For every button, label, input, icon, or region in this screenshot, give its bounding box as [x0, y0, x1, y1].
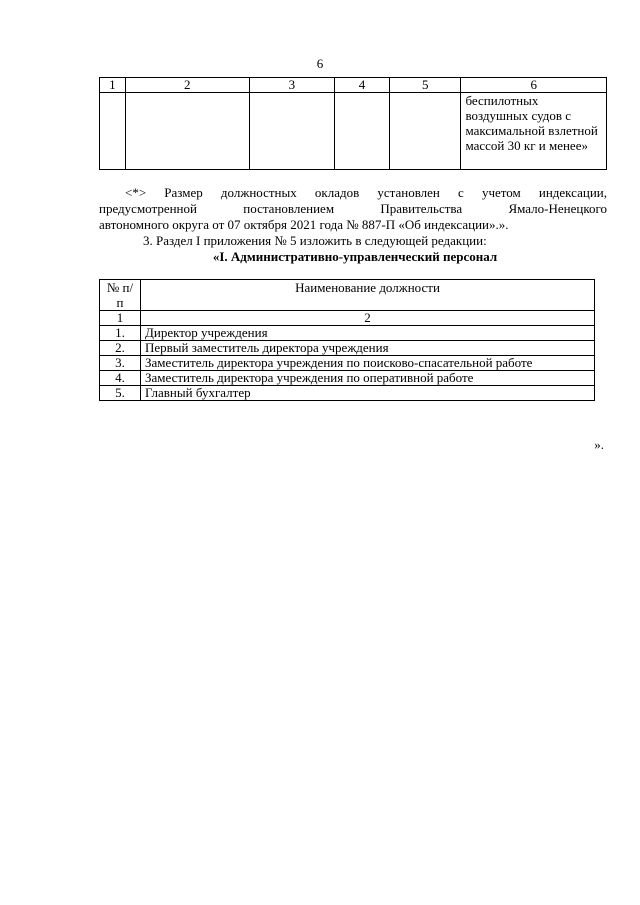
- footnote-line: предусмотренной постановлением Правительства Ямало-Ненецкого: [99, 201, 607, 216]
- header-position-name: Наименование должности: [141, 280, 595, 311]
- position-name: Заместитель директора учреждения по оперативной работе: [141, 371, 595, 386]
- table-cell: [335, 93, 390, 170]
- column-number: 1: [100, 78, 126, 93]
- index-cell: 2: [141, 311, 595, 326]
- position-name: Первый заместитель директора учреждения: [141, 341, 595, 356]
- table-row: [100, 371, 595, 386]
- amendment-paragraph: 3. Раздел I приложения № 5 изложить в следующей редакции:: [143, 233, 487, 248]
- header-number: № п/п: [100, 280, 141, 311]
- position-name: Директор учреждения: [141, 326, 595, 341]
- column-number: 6: [461, 78, 607, 93]
- table-cell: [389, 93, 461, 170]
- row-number: 2.: [100, 341, 141, 356]
- table-row: [100, 356, 595, 371]
- table-row: [100, 341, 595, 356]
- section-heading: «I. Административно-управленческий персонал: [212, 249, 498, 264]
- row-number: 5.: [100, 386, 141, 401]
- column-number: 4: [335, 78, 390, 93]
- index-cell: 1: [100, 311, 141, 326]
- salary-table-continuation: [99, 77, 607, 170]
- positions-table: [99, 279, 595, 401]
- column-number: 5: [389, 78, 461, 93]
- column-number: 3: [249, 78, 334, 93]
- table-cell: [125, 93, 249, 170]
- closing-quote: ».: [594, 437, 604, 452]
- footnote-line: автономного округа от 07 октября 2021 года № 887-П «Об индексации».».: [99, 217, 509, 232]
- table-row: [100, 93, 607, 170]
- table-cell: [249, 93, 334, 170]
- table-index-row: [100, 311, 595, 326]
- position-name: Главный бухгалтер: [141, 386, 595, 401]
- position-name: Заместитель директора учреждения по поисково-спасательной работе: [141, 356, 595, 371]
- table-header-row: [100, 280, 595, 311]
- footnote-line: <*> Размер должностных окладов установлен с учетом индексации,: [125, 185, 607, 200]
- row-number: 1.: [100, 326, 141, 341]
- row-number: 3.: [100, 356, 141, 371]
- table-cell: [100, 93, 126, 170]
- table-row: [100, 326, 595, 341]
- page-number: 6: [316, 56, 324, 71]
- table-cell: беспилотных воздушных судов с максимальной взлетной массой 30 кг и менее»: [461, 93, 607, 170]
- row-number: 4.: [100, 371, 141, 386]
- column-number: 2: [125, 78, 249, 93]
- table-row: [100, 386, 595, 401]
- table-header-row: [100, 78, 607, 93]
